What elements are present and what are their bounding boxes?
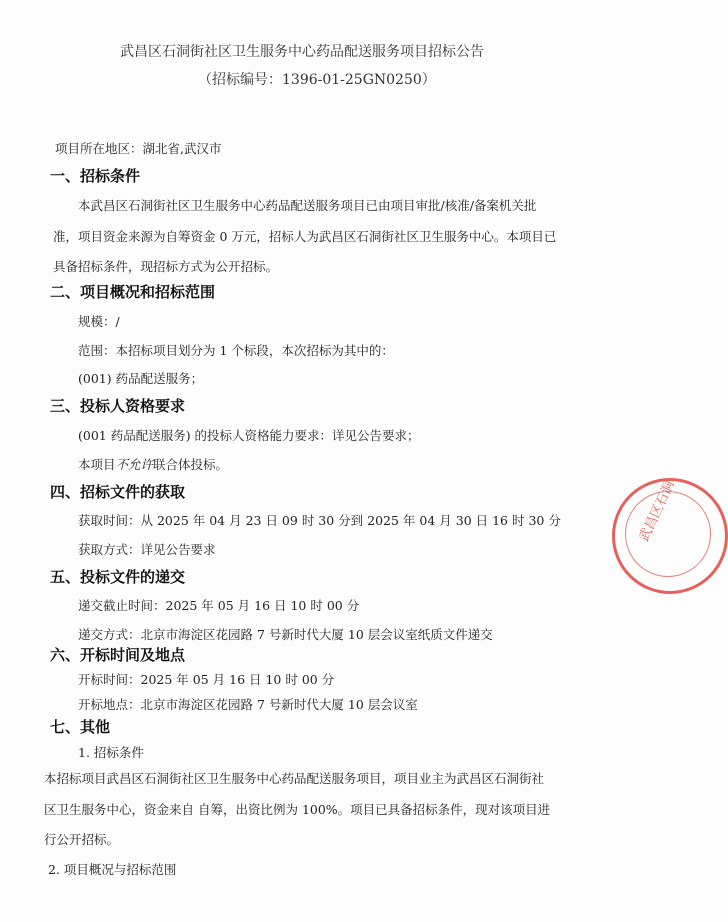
tender-number: （招标编号：1396-01-25GN0250） (198, 72, 436, 88)
section-7-text-line-3: 行公开招标。 (44, 832, 120, 847)
section-1-text-line-3: 具备招标条件，现招标方式为公开招标。 (53, 259, 279, 274)
section-3-heading: 三、投标人资格要求 (50, 397, 186, 415)
section-2-heading: 二、项目概况和招标范围 (50, 283, 216, 301)
section-6-time: 开标时间：2025 年 05 月 16 日 10 时 00 分 (78, 672, 335, 687)
project-region: 项目所在地区：湖北省,武汉市 (55, 141, 222, 156)
section-4-time: 获取时间：从 2025 年 04 月 23 日 09 时 30 分到 2025 年 04 月 30 日 16 时 30 分 (78, 513, 561, 528)
section-7-text-line-1: 本招标项目武昌区石洞街社区卫生服务中心药品配送服务项目，项目业主为武昌区石洞街社 (44, 771, 545, 786)
section-1-heading: 一、招标条件 (50, 167, 141, 185)
section-6-place: 开标地点：北京市海淀区花园路 7 号新时代大厦 10 层会议室 (78, 697, 418, 712)
section-4-heading: 四、招标文件的获取 (50, 483, 186, 501)
consortium-not-allowed: 不允许 (115, 457, 154, 472)
consortium-suffix: 联合体投标。 (153, 457, 229, 472)
section-1-text-line-2: 准，项目资金来源为自筹资金 0 万元，招标人为武昌区石洞街社区卫生服务中心。本项目已 (53, 229, 557, 244)
section-5-heading: 五、投标文件的递交 (50, 568, 186, 586)
section-7-heading: 七、其他 (50, 718, 111, 736)
official-seal-stamp (612, 478, 728, 594)
section-3-consortium (78, 457, 228, 473)
section-5-method: 递交方式：北京市海淀区花园路 7 号新时代大厦 10 层会议室纸质文件递交 (78, 627, 493, 642)
section-3-requirements: (001 药品配送服务) 的投标人资格能力要求：详见公告要求； (78, 428, 420, 443)
section-7-item-2: 2. 项目概况与招标范围 (48, 862, 177, 877)
document-title: 武昌区石洞街社区卫生服务中心药品配送服务项目招标公告 (120, 44, 484, 60)
section-2-scope: 范围：本招标项目划分为 1 个标段，本次招标为其中的： (78, 343, 394, 358)
section-6-heading: 六、开标时间及地点 (50, 646, 186, 664)
section-7-text-line-2: 区卫生服务中心，资金来自 自筹，出资比例为 100%。项目已具备招标条件，现对该项目进 (44, 802, 551, 817)
consortium-prefix: 本项目 (78, 457, 116, 472)
section-1-text-line-1: 本武昌区石洞街社区卫生服务中心药品配送服务项目已由项目审批/核准/备案机关批 (78, 198, 537, 213)
section-2-scale: 规模：/ (78, 314, 120, 329)
section-7-item-1: 1. 招标条件 (78, 745, 144, 760)
section-2-lot: (001) 药品配送服务； (78, 371, 204, 386)
section-5-deadline: 递交截止时间：2025 年 05 月 16 日 10 时 00 分 (78, 598, 360, 613)
section-4-method: 获取方式：详见公告要求 (78, 542, 216, 557)
stamp-text: 武昌区石洞 (636, 478, 678, 544)
